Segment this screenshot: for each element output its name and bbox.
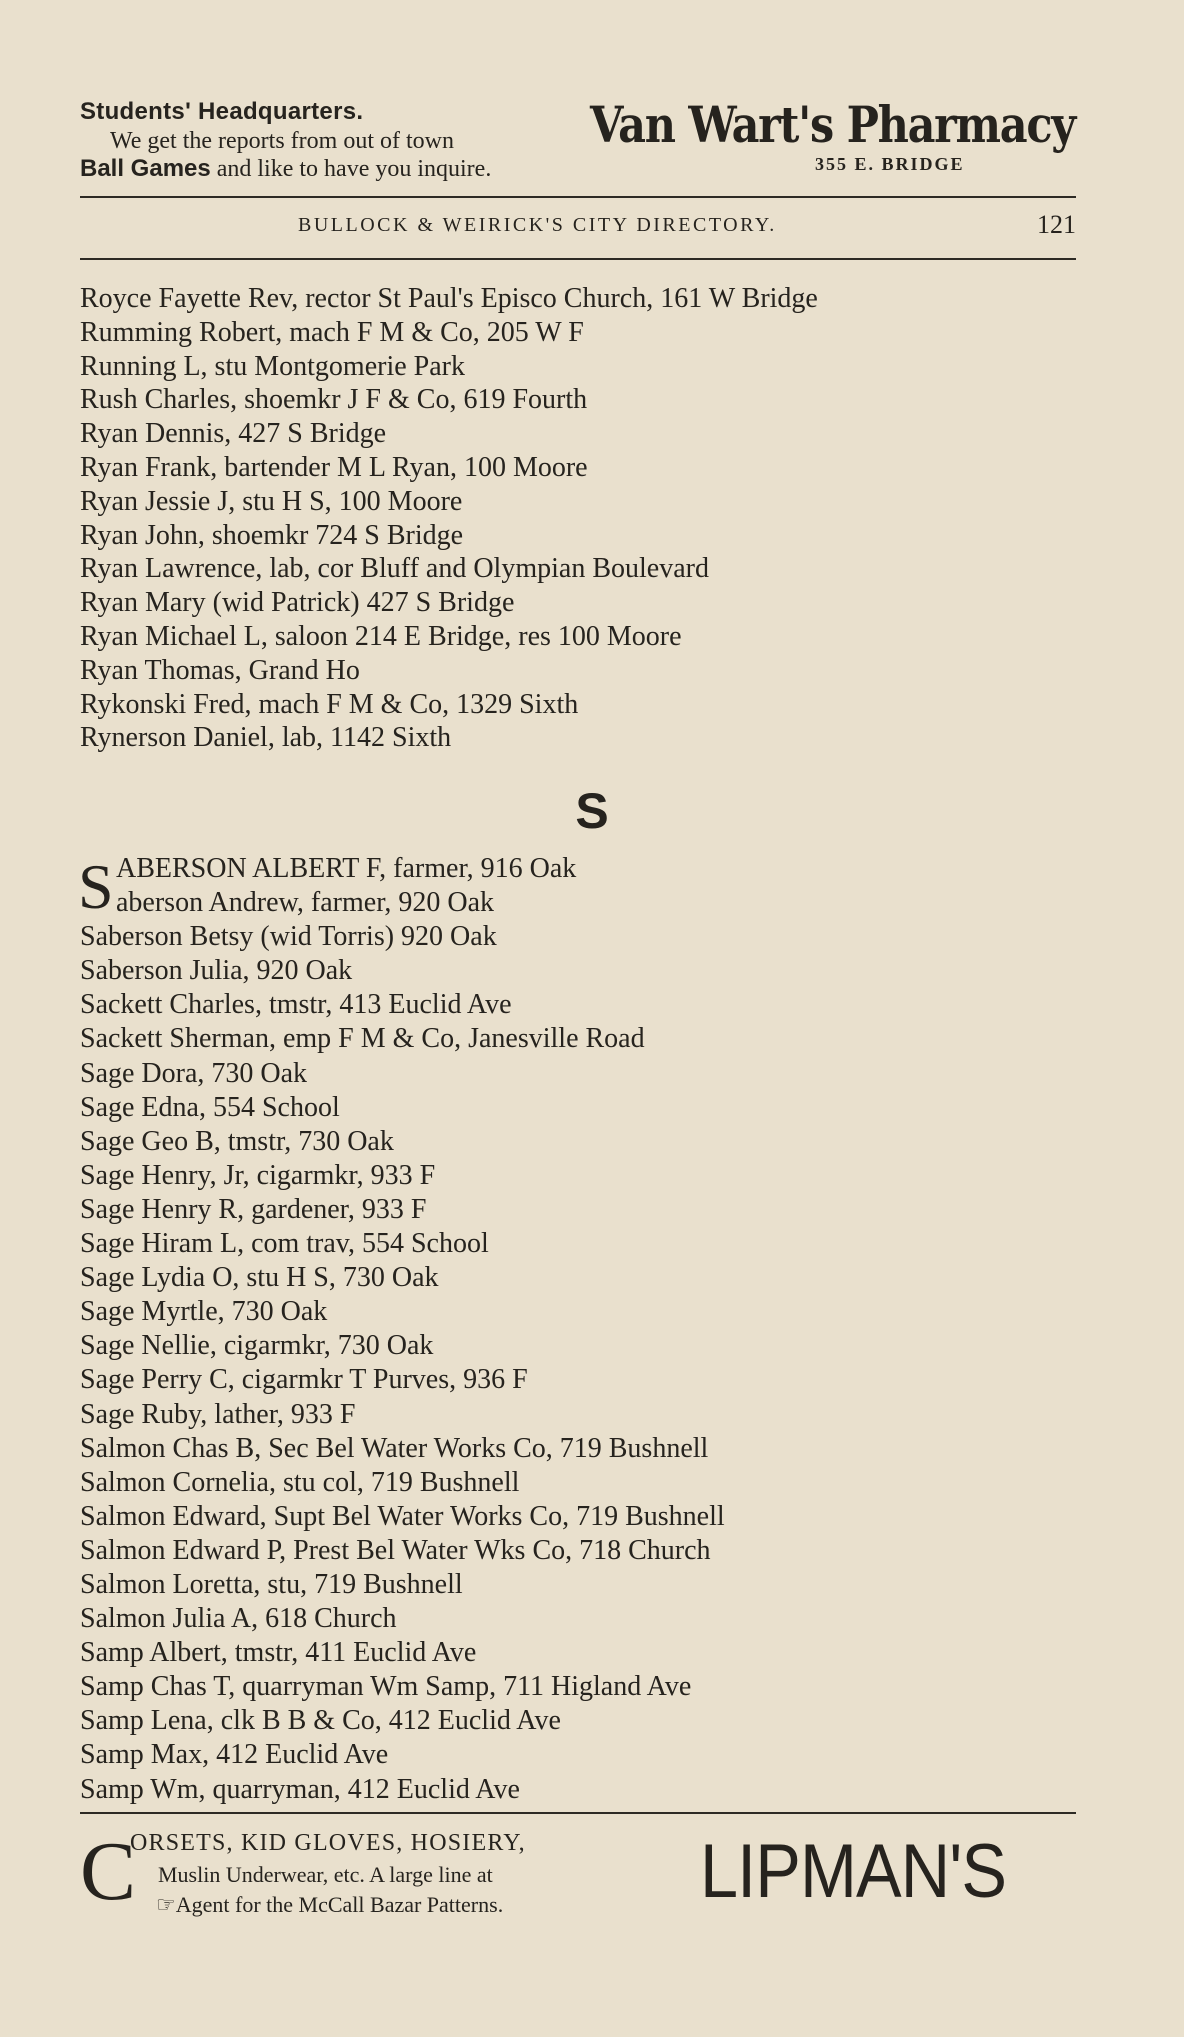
- pharmacy-ad: [590, 95, 1090, 175]
- running-head-title: BULLOCK & WEIRICK'S CITY DIRECTORY.: [298, 214, 777, 236]
- footer-advertisement: [80, 1826, 1080, 1926]
- directory-entry: Rykonski Fred, mach F M & Co, 1329 Sixth: [80, 688, 579, 720]
- ad-line-3: [80, 155, 600, 183]
- directory-entry: aberson Andrew, farmer, 920 Oak: [116, 887, 495, 919]
- directory-entries-s: [80, 852, 1080, 1807]
- page-number: 121: [1037, 210, 1076, 239]
- directory-entry: Salmon Julia A, 618 Church: [80, 1603, 397, 1635]
- directory-entry: Running L, stu Montgomerie Park: [80, 350, 465, 382]
- ad-footer-line-3-text: Agent for the McCall Bazar Patterns.: [175, 1892, 504, 1917]
- directory-entries-s-list: [80, 920, 1080, 1806]
- directory-entry: Ryan Frank, bartender M L Ryan, 100 Moore: [80, 451, 588, 483]
- directory-entry: Samp Max, 412 Euclid Ave: [80, 1739, 389, 1771]
- directory-entry: Ryan John, shoemkr 724 S Bridge: [80, 519, 464, 551]
- directory-entry: Salmon Chas B, Sec Bel Water Works Co, 719 Bushnell: [80, 1432, 709, 1464]
- directory-entry: Royce Fayette Rev, rector St Paul's Episco Church, 161 W Bridge: [80, 283, 818, 314]
- pointing-hand-icon: ☞: [156, 1892, 176, 1917]
- directory-entry: Sage Edna, 554 School: [80, 1091, 340, 1123]
- directory-entry: Sage Myrtle, 730 Oak: [80, 1296, 328, 1328]
- ad-footer-line-3: [156, 1892, 503, 1918]
- directory-entry: Sage Perry C, cigarmkr T Purves, 936 F: [80, 1364, 528, 1396]
- directory-entry: Ryan Thomas, Grand Ho: [80, 654, 360, 686]
- header-rule-bottom: [80, 258, 1076, 260]
- ad-ball-games: Ball Games: [80, 155, 211, 182]
- directory-entry: Rumming Robert, mach F M & Co, 205 W F: [80, 316, 584, 348]
- directory-entry: Ryan Mary (wid Patrick) 427 S Bridge: [80, 587, 515, 619]
- ad-footer-line-2: Muslin Underwear, etc. A large line at: [158, 1862, 493, 1887]
- ad-big-initial: C: [80, 1825, 137, 1918]
- lipmans-brand: LIPMAN'S: [700, 1829, 1007, 1914]
- directory-entry: Sackett Sherman, emp F M & Co, Janesville Road: [80, 1023, 645, 1055]
- directory-entry: Samp Albert, tmstr, 411 Euclid Ave: [80, 1637, 477, 1669]
- ad-line-2: We get the reports from out of town: [110, 128, 454, 154]
- directory-entry: Sage Dora, 730 Oak: [80, 1057, 308, 1089]
- directory-entry: Salmon Edward P, Prest Bel Water Wks Co, 718 Church: [80, 1534, 711, 1566]
- directory-entry: Sage Ruby, lather, 933 F: [80, 1398, 356, 1430]
- header-ad-text: [80, 98, 600, 183]
- directory-entry: Ryan Jessie J, stu H S, 100 Moore: [80, 485, 463, 517]
- ad-footer-line-1: ORSETS, KID GLOVES, HOSIERY,: [130, 1830, 526, 1856]
- directory-entry: Sage Henry R, gardener, 933 F: [80, 1193, 427, 1225]
- directory-entry: Sage Lydia O, stu H S, 730 Oak: [80, 1262, 439, 1294]
- dropcap-block: [80, 852, 1080, 920]
- directory-entry: Saberson Betsy (wid Torris) 920 Oak: [80, 921, 497, 953]
- ad-headline: Students' Headquarters.: [80, 98, 364, 125]
- directory-entry: Sage Henry, Jr, cigarmkr, 933 F: [80, 1159, 436, 1191]
- directory-entry: Sage Hiram L, com trav, 554 School: [80, 1228, 489, 1260]
- directory-entry: Sage Nellie, cigarmkr, 730 Oak: [80, 1330, 434, 1362]
- directory-entry: Samp Wm, quarryman, 412 Euclid Ave: [80, 1773, 520, 1805]
- running-head: [80, 208, 1076, 248]
- directory-entry: Salmon Loretta, stu, 719 Bushnell: [80, 1568, 463, 1600]
- directory-entry: Ryan Dennis, 427 S Bridge: [80, 418, 387, 450]
- header-rule-top: [80, 196, 1076, 198]
- directory-entry: Rynerson Daniel, lab, 1142 Sixth: [80, 722, 452, 754]
- section-letter: S: [575, 783, 609, 839]
- directory-entry: Ryan Lawrence, lab, cor Bluff and Olympian Boulevard: [80, 553, 709, 585]
- footer-rule: [80, 1812, 1076, 1814]
- pharmacy-name: Van Wart's Pharmacy: [590, 95, 1075, 154]
- ad-line-3-rest: and like to have you inquire.: [210, 156, 492, 182]
- header-advertisement: [80, 95, 1080, 188]
- directory-entry: Rush Charles, shoemkr J F & Co, 619 Fourth: [80, 384, 588, 416]
- dropcap-letter: S: [78, 851, 114, 922]
- directory-entry: Sage Geo B, tmstr, 730 Oak: [80, 1125, 394, 1157]
- directory-entry: Saberson Julia, 920 Oak: [80, 955, 353, 987]
- directory-entry: ABERSON ALBERT F, farmer, 916 Oak: [116, 853, 577, 884]
- directory-entry: Samp Lena, clk B B & Co, 412 Euclid Ave: [80, 1705, 561, 1737]
- directory-entry: Sackett Charles, tmstr, 413 Euclid Ave: [80, 989, 512, 1021]
- directory-entry: Salmon Cornelia, stu col, 719 Bushnell: [80, 1466, 520, 1498]
- directory-entry: Ryan Michael L, saloon 214 E Bridge, res 100 Moore: [80, 620, 682, 652]
- directory-entry: Salmon Edward, Supt Bel Water Works Co, 719 Bushnell: [80, 1500, 725, 1532]
- directory-entry: Samp Chas T, quarryman Wm Samp, 711 Higland Ave: [80, 1671, 692, 1703]
- directory-entries-r: [80, 282, 1080, 755]
- pharmacy-address: 355 E. BRIDGE: [815, 154, 965, 174]
